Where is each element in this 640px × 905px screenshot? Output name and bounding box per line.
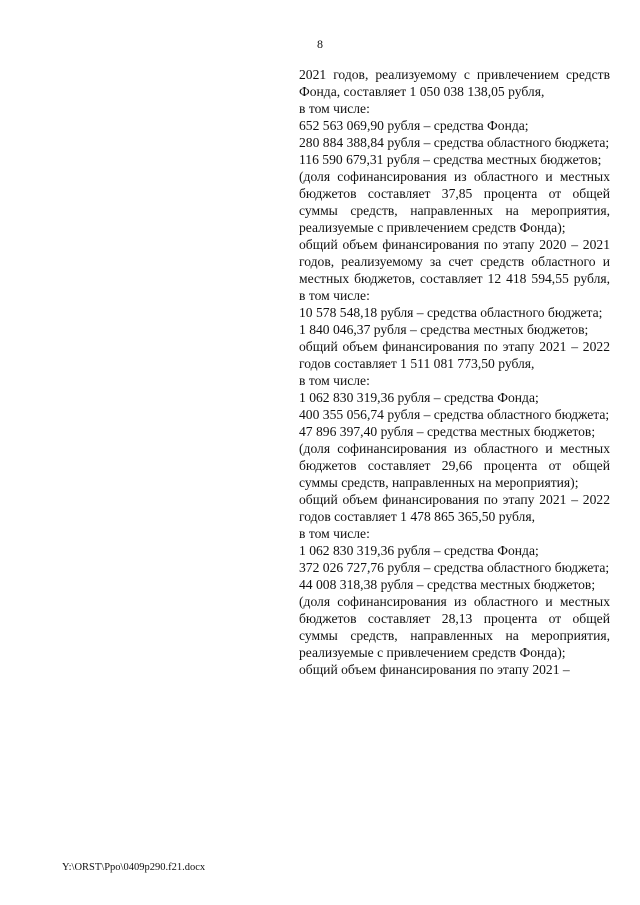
- paragraph: 10 578 548,18 рубля – средства областного бюджета;: [299, 305, 603, 320]
- page-number: 8: [317, 37, 323, 51]
- paragraph: 280 884 388,84 рубля – средства областного бюджета;: [299, 135, 610, 150]
- paragraph: общий объем финансирования по этапу 2021 – 2022 годов составляет 1 511 081 773,50 рубля,: [299, 339, 610, 371]
- paragraph: 47 896 397,40 рубля – средства местных бюджетов;: [299, 424, 596, 439]
- paragraph: 400 355 056,74 рубля – средства областного бюджета;: [299, 407, 610, 422]
- paragraph: 1 062 830 319,36 рубля – средства Фонда;: [299, 543, 539, 558]
- paragraph: 116 590 679,31 рубля – средства местных бюджетов;: [299, 152, 602, 167]
- paragraph: (доля софинансирования из областного и местных бюджетов составляет 37,85 процента от общей суммы средств, направленных на мероприятия, реализуемые с привлечением средств Фонда);: [299, 169, 610, 235]
- paragraph: 44 008 318,38 рубля – средства местных бюджетов;: [299, 577, 596, 592]
- paragraph: в том числе:: [299, 373, 370, 388]
- document-body: [299, 66, 610, 678]
- paragraph: общий объем финансирования по этапу 2021 – 2022 годов составляет 1 478 865 365,50 рубля,: [299, 492, 610, 524]
- paragraph: 1 840 046,37 рубля – средства местных бюджетов;: [299, 322, 589, 337]
- paragraph: (доля софинансирования из областного и местных бюджетов составляет 28,13 процента от общей суммы средств, направленных на мероприятия, реализуемые с привлечением средств Фонда);: [299, 594, 610, 660]
- paragraph: в том числе:: [299, 101, 370, 116]
- paragraph: 1 062 830 319,36 рубля – средства Фонда;: [299, 390, 539, 405]
- paragraph: 2021 годов, реализуемому с привлечением средств Фонда, составляет 1 050 038 138,05 рубля,: [299, 67, 610, 99]
- paragraph: общий объем финансирования по этапу 2021 –: [299, 662, 570, 677]
- paragraph: (доля софинансирования из областного и местных бюджетов составляет 29,66 процента от общей суммы средств, направленных на мероприятия);: [299, 441, 610, 490]
- paragraph: 652 563 069,90 рубля – средства Фонда;: [299, 118, 529, 133]
- footer-file-path: Y:\ORST\Ppo\0409p290.f21.docx: [62, 862, 206, 873]
- paragraph: общий объем финансирования по этапу 2020 – 2021 годов, реализуемому за счет средств областного и местных бюджетов, составляет 12 418 594,55 рубля, в том числе:: [299, 237, 610, 303]
- paragraph: 372 026 727,76 рубля – средства областного бюджета;: [299, 560, 610, 575]
- paragraph: в том числе:: [299, 526, 370, 541]
